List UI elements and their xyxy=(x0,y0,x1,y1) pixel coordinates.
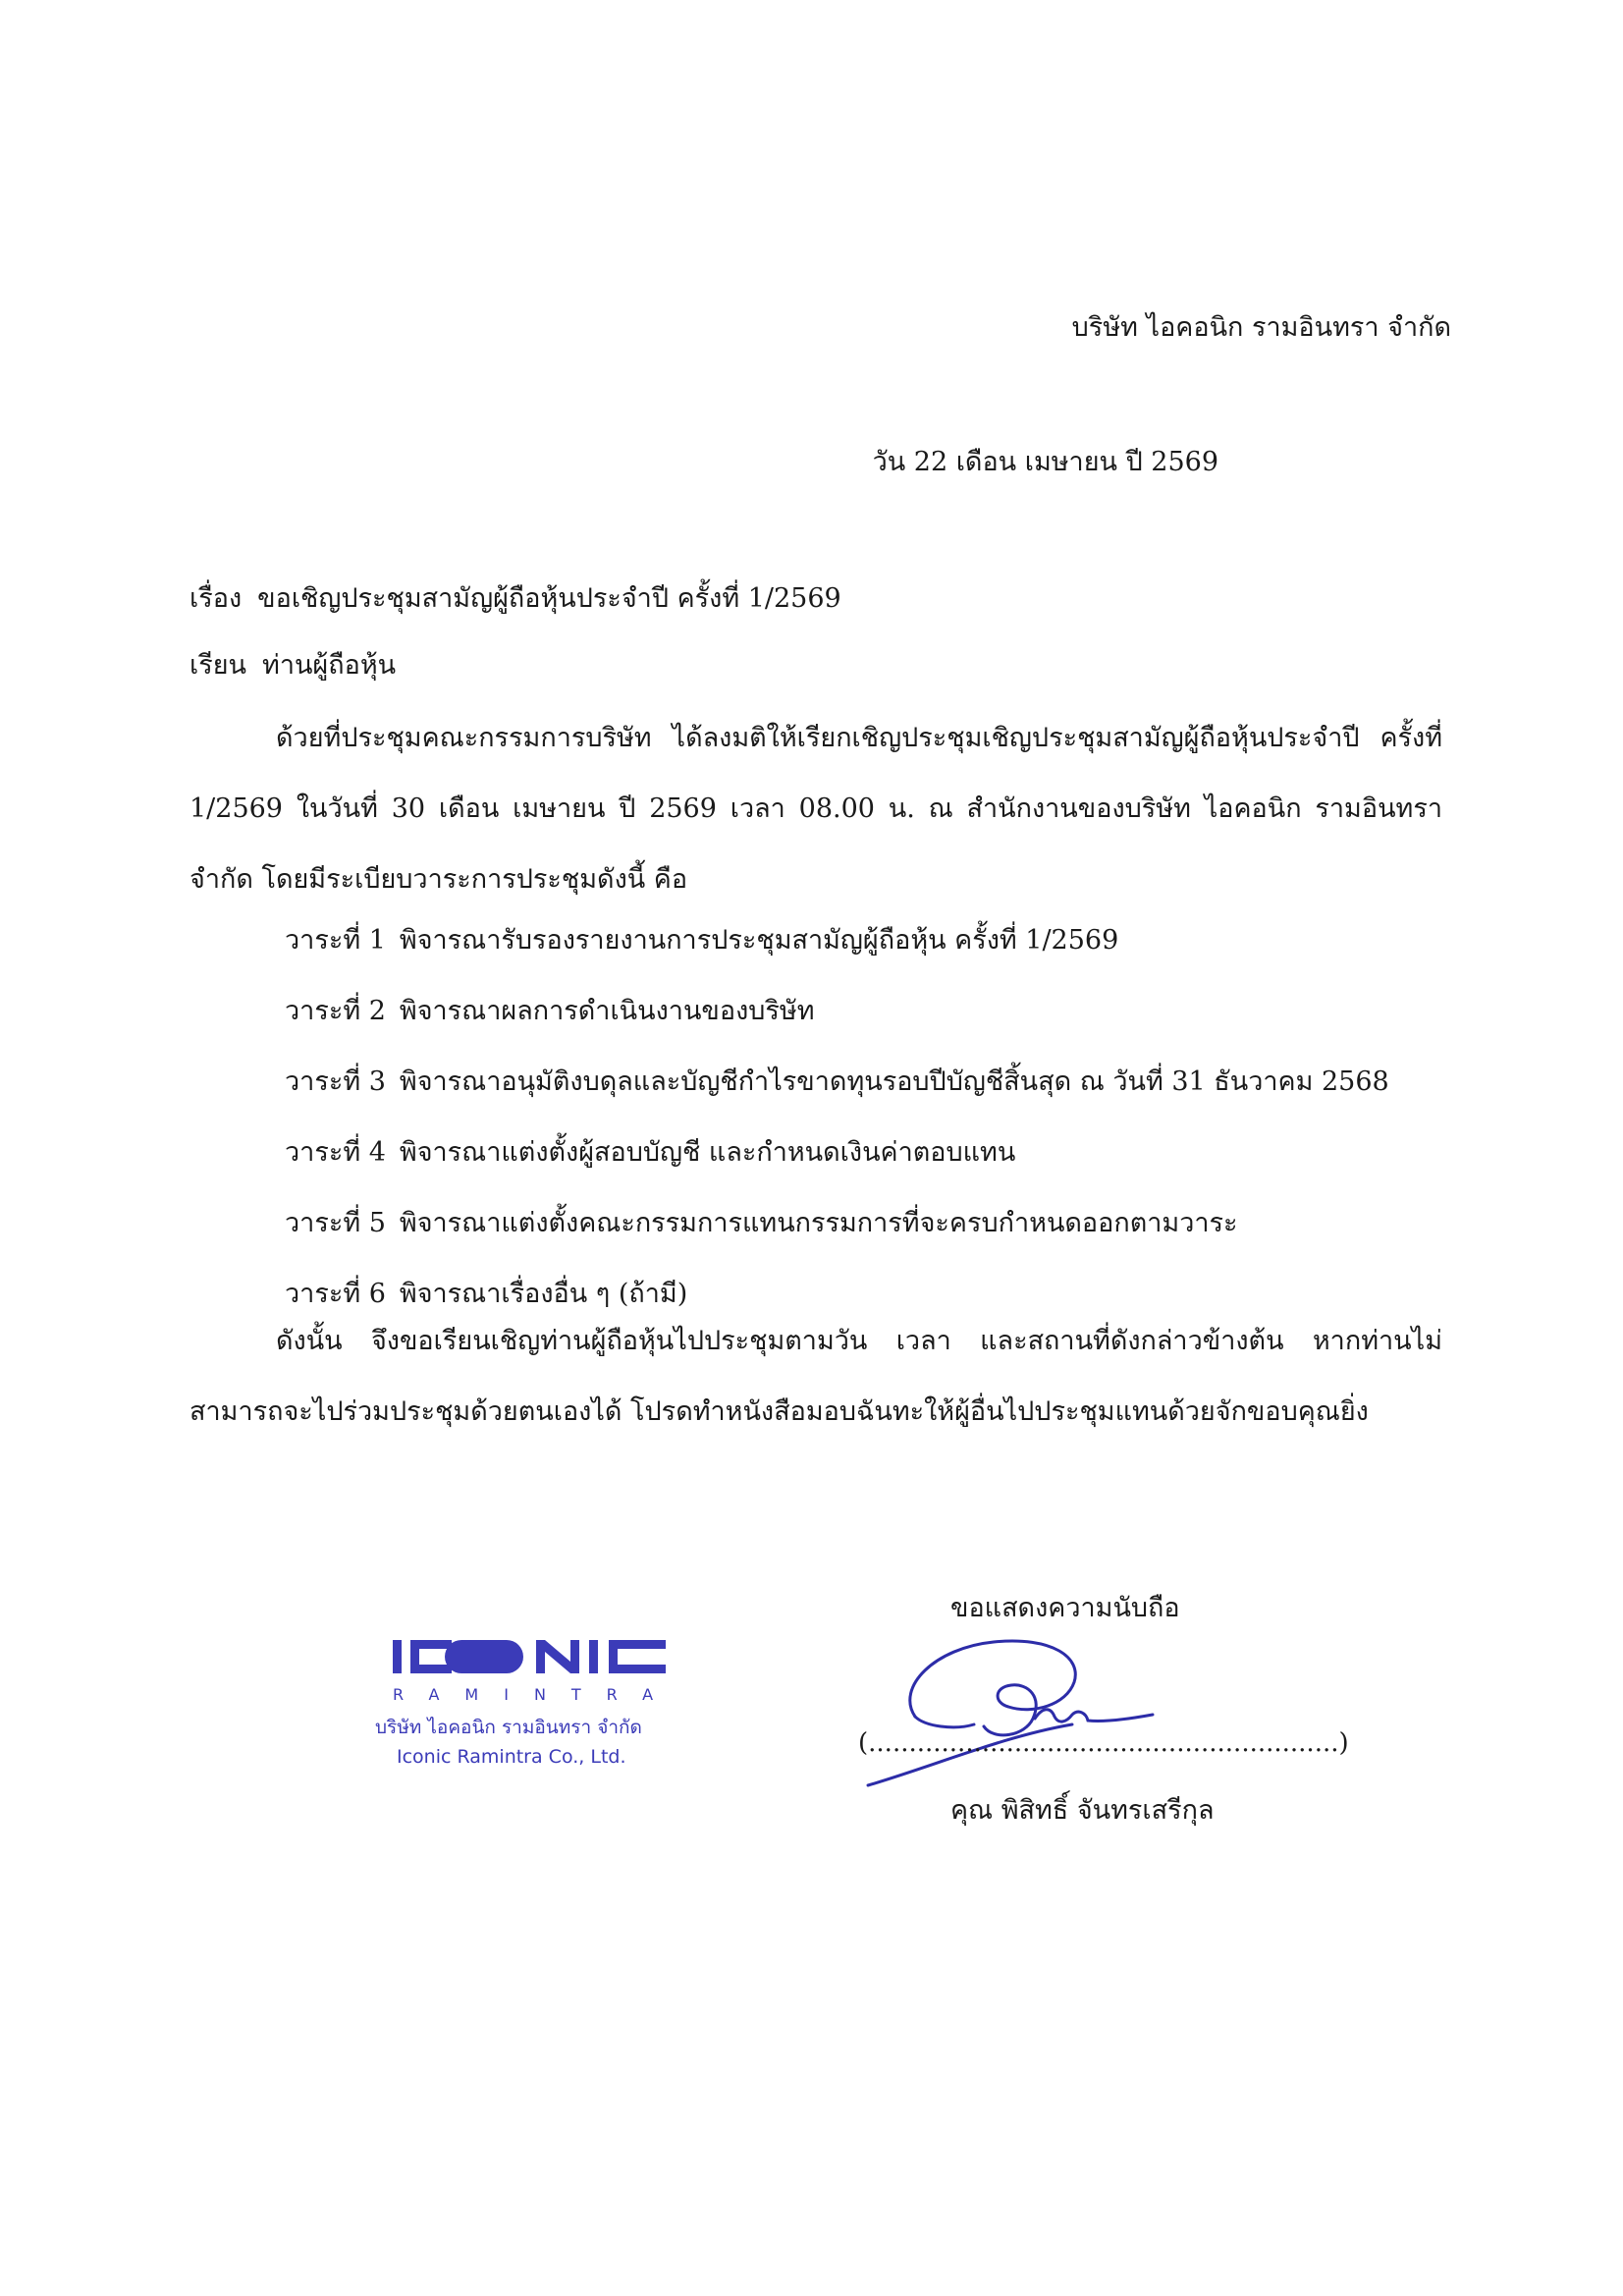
agenda-number: วาระที่ 4 xyxy=(285,1137,386,1168)
agenda-item xyxy=(285,976,1389,1047)
agenda-list xyxy=(285,905,1389,1330)
agenda-item xyxy=(285,1047,1389,1118)
agenda-text: พิจารณาแต่งตั้งผู้สอบบัญชี และกำหนดเงินค่าตอบแทน xyxy=(399,1137,1016,1168)
agenda-number: วาระที่ 5 xyxy=(285,1208,386,1238)
subject-label: เรื่อง xyxy=(189,583,243,614)
agenda-text: พิจารณาเรื่องอื่น ๆ (ถ้ามี) xyxy=(399,1279,688,1309)
salutation-text: ท่านผู้ถือหุ้น xyxy=(262,650,397,681)
company-stamp xyxy=(371,1630,695,1777)
stamp-thai-name: บริษัท ไอคอนิก รามอินทรา จำกัด xyxy=(375,1717,642,1738)
signer-name: คุณ พิสิทธิ์ จันทรเสรีกุล xyxy=(950,1795,1215,1826)
agenda-text: พิจารณารับรองรายงานการประชุมสามัญผู้ถือหุ้น ครั้งที่ 1/2569 xyxy=(399,925,1119,956)
agenda-number: วาระที่ 1 xyxy=(285,925,386,956)
agenda-number: วาระที่ 3 xyxy=(285,1066,386,1097)
intro-paragraph: ด้วยที่ประชุมคณะกรรมการบริษัท ได้ลงมติให้เรียกเชิญประชุมเชิญประชุมสามัญผู้ถือหุ้นประจำปี ครั้งที่ 1/2569 ในวันที่ 30 เดือน เมษายน ปี 2569 เวลา 08.00 น. ณ สำนักงานของบริษัท ไอคอนิก รามอินทรา จำกัด โดยมีระเบียบวาระการประชุมดังนี้ คือ xyxy=(189,723,1442,895)
subject-line xyxy=(189,583,841,615)
closing-paragraph: ดังนั้น จึงขอเรียนเชิญท่านผู้ถือหุ้นไปประชุมตามวัน เวลา และสถานที่ดังกล่าวข้างต้น หากท่านไม่สามารถจะไปร่วมประชุมด้วยตนเองได้ โปรดทำหนังสือมอบฉันทะให้ผู้อื่นไปประชุมแทนด้วยจักขอบคุณยิ่ง xyxy=(189,1326,1442,1427)
salutation-line xyxy=(189,650,396,682)
stamp-subword: RAMINTRA xyxy=(393,1685,679,1704)
agenda-text: พิจารณาแต่งตั้งคณะกรรมการแทนกรรมการที่จะครบกำหนดออกตามวาระ xyxy=(399,1208,1238,1238)
agenda-item xyxy=(285,1118,1389,1188)
handwritten-signature-icon xyxy=(846,1628,1170,1810)
regards-text: ขอแสดงความนับถือ xyxy=(950,1593,1180,1623)
agenda-text: พิจารณาผลการดำเนินงานของบริษัท xyxy=(399,996,815,1026)
agenda-number: วาระที่ 2 xyxy=(285,996,386,1026)
agenda-item xyxy=(285,1188,1389,1259)
subject-text: ขอเชิญประชุมสามัญผู้ถือหุ้นประจำปี ครั้งที่ 1/2569 xyxy=(257,583,841,614)
agenda-number: วาระที่ 6 xyxy=(285,1279,386,1309)
agenda-item xyxy=(285,905,1389,976)
iconic-logo-icon xyxy=(393,1638,668,1675)
stamp-english-name: Iconic Ramintra Co., Ltd. xyxy=(397,1746,626,1768)
company-header: บริษัท ไอคอนิก รามอินทรา จำกัด xyxy=(1071,312,1451,343)
agenda-text: พิจารณาอนุมัติงบดุลและบัญชีกำไรขาดทุนรอบปีบัญชีสิ้นสุด ณ วันที่ 31 ธันวาคม 2568 xyxy=(399,1066,1389,1097)
letter-date: วัน 22 เดือน เมษายน ปี 2569 xyxy=(872,447,1218,477)
salutation-label: เรียน xyxy=(189,650,247,681)
signature-line: (..........................................................) xyxy=(858,1728,1349,1758)
